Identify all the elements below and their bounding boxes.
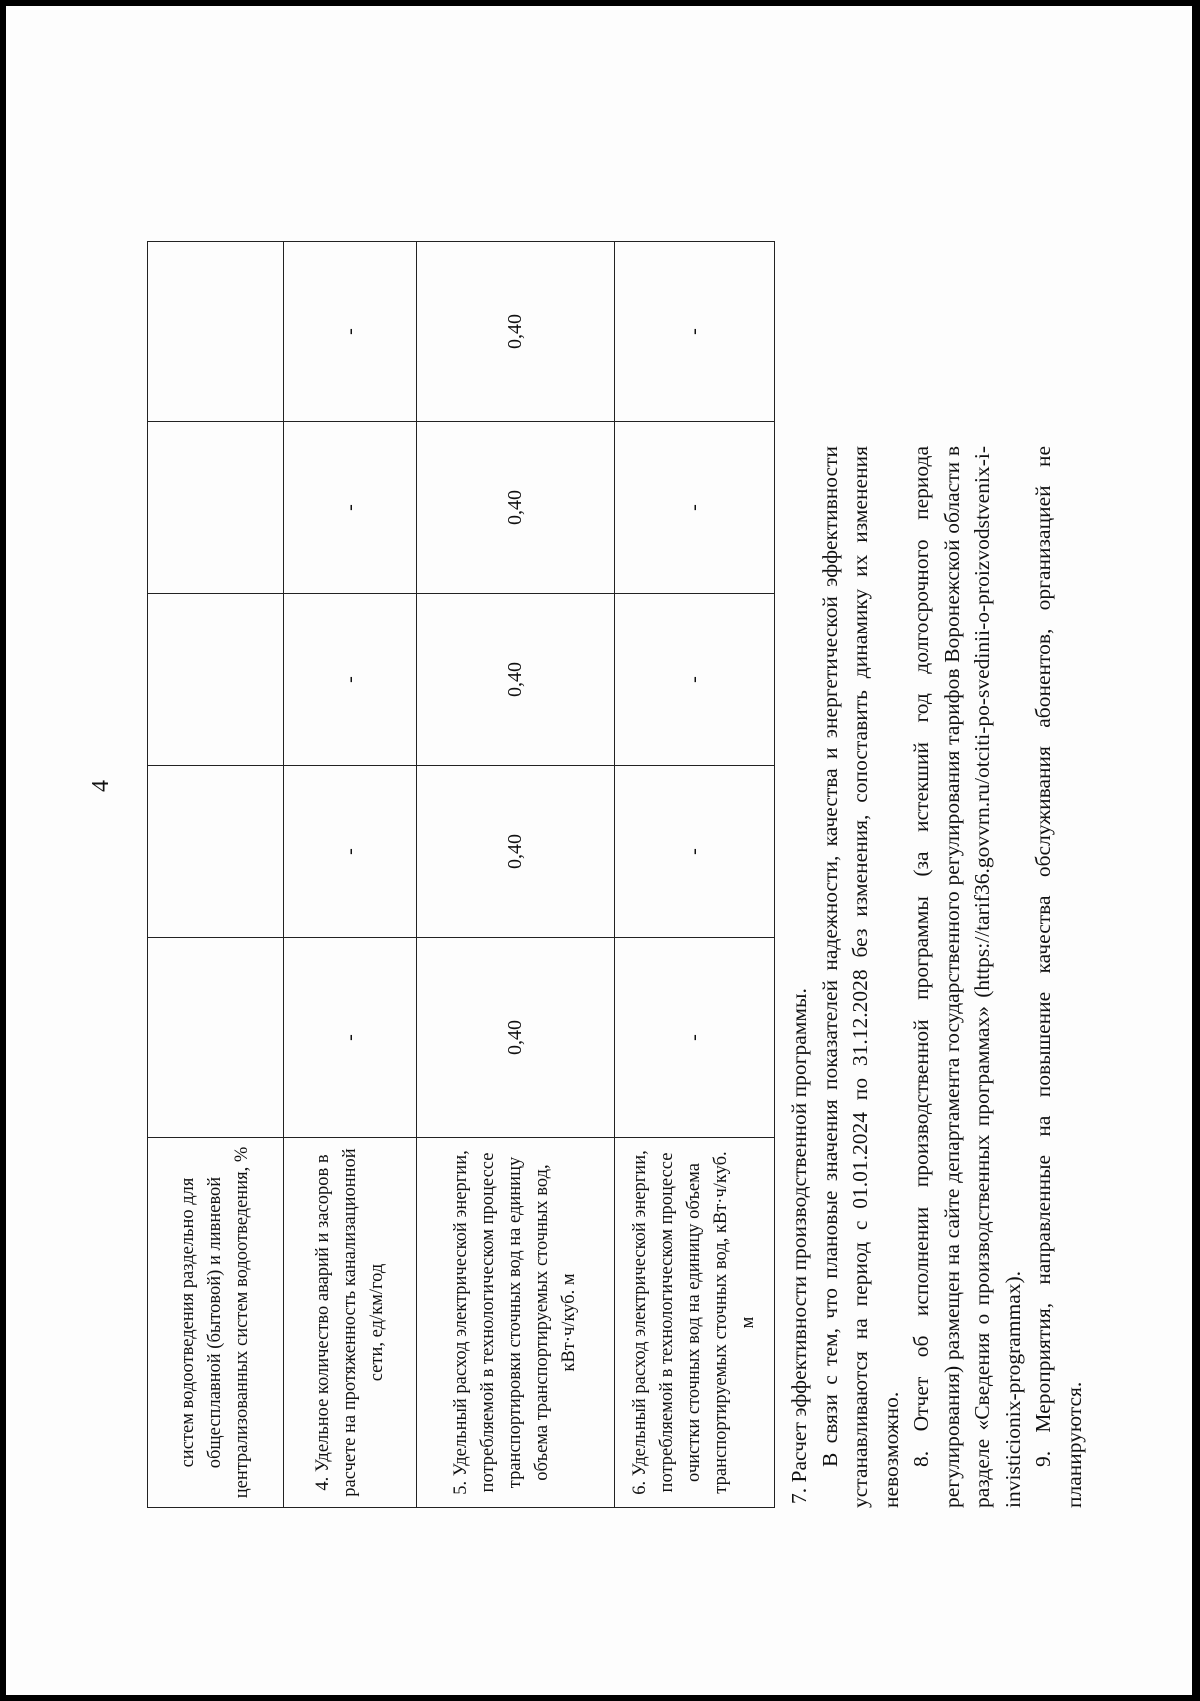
section-7-paragraph: В связи с тем, что плановые значения показателей надежности, качества и энергетической эффективности устанавливаются на период с 01.01.2024 по 31.12.2028 без изменения, сопоставить динамику их изменения невозможно. (817, 446, 903, 1508)
indicator-value: - (284, 422, 417, 594)
indicator-value: - (284, 242, 417, 422)
rotated-page-content (6, 90, 1106, 1638)
indicator-value: - (615, 938, 775, 1138)
indicator-value: 0,40 (417, 938, 615, 1138)
indicator-name: систем водоотведения раздельно для общесплавной (бытовой) и ливневой централизованных систем водоотведения, % (148, 1138, 284, 1508)
indicator-value (148, 422, 284, 594)
indicator-value: 0,40 (417, 422, 615, 594)
indicator-name: 5. Удельный расход электрической энергии, потребляемой в технологическом процессе транспортировки сточных вод на единицу объема транспортируемых сточных вод, кВт·ч/куб. м (417, 1138, 615, 1508)
body-text (784, 446, 1089, 1508)
indicator-value: - (284, 938, 417, 1138)
indicator-value: - (615, 242, 775, 422)
section-7-heading: 7. Расчет эффективности производственной программы. (787, 988, 811, 1504)
indicator-value: 0,40 (417, 766, 615, 938)
indicator-value (148, 242, 284, 422)
table-row (615, 242, 775, 1508)
indicator-value (148, 938, 284, 1138)
indicator-value: - (615, 766, 775, 938)
indicator-value (148, 766, 284, 938)
table-row (148, 242, 284, 1508)
indicator-value: - (284, 594, 417, 766)
indicator-value: 0,40 (417, 242, 615, 422)
indicator-value: - (615, 594, 775, 766)
indicator-name: 4. Удельное количество аварий и засоров в расчете на протяженность канализационной сети, ед/км/год (284, 1138, 417, 1508)
indicator-value (148, 594, 284, 766)
indicator-value: - (615, 422, 775, 594)
indicator-value: 0,40 (417, 594, 615, 766)
document-page (6, 6, 1192, 1695)
indicators-table (147, 241, 775, 1508)
section-9-paragraph: 9. Мероприятия, направленные на повышение качества обслуживания абонентов, организацией не планируются. (1031, 446, 1086, 1508)
table-row (284, 242, 417, 1508)
page-number: 4 (88, 780, 114, 792)
indicator-name: 6. Удельный расход электрической энергии, потребляемой в технологическом процессе очистки сточных вод на единицу объема транспортируемых сточных вод, кВт·ч/куб. м (615, 1138, 775, 1508)
table-row (417, 242, 615, 1508)
section-8-paragraph: 8. Отчет об исполнении производственной программы (за истекший год долгосрочного периода регулирования) размещен на сайте департамента государственного регулирования тарифов Воронежской области в разделе «Сведения о производственных программах» (https://tarif36.govvrn.ru/otciti-po-svedinii-o-proizvodstvenix-i-invisticionix-programmax). (909, 446, 1025, 1508)
indicator-value: - (284, 766, 417, 938)
